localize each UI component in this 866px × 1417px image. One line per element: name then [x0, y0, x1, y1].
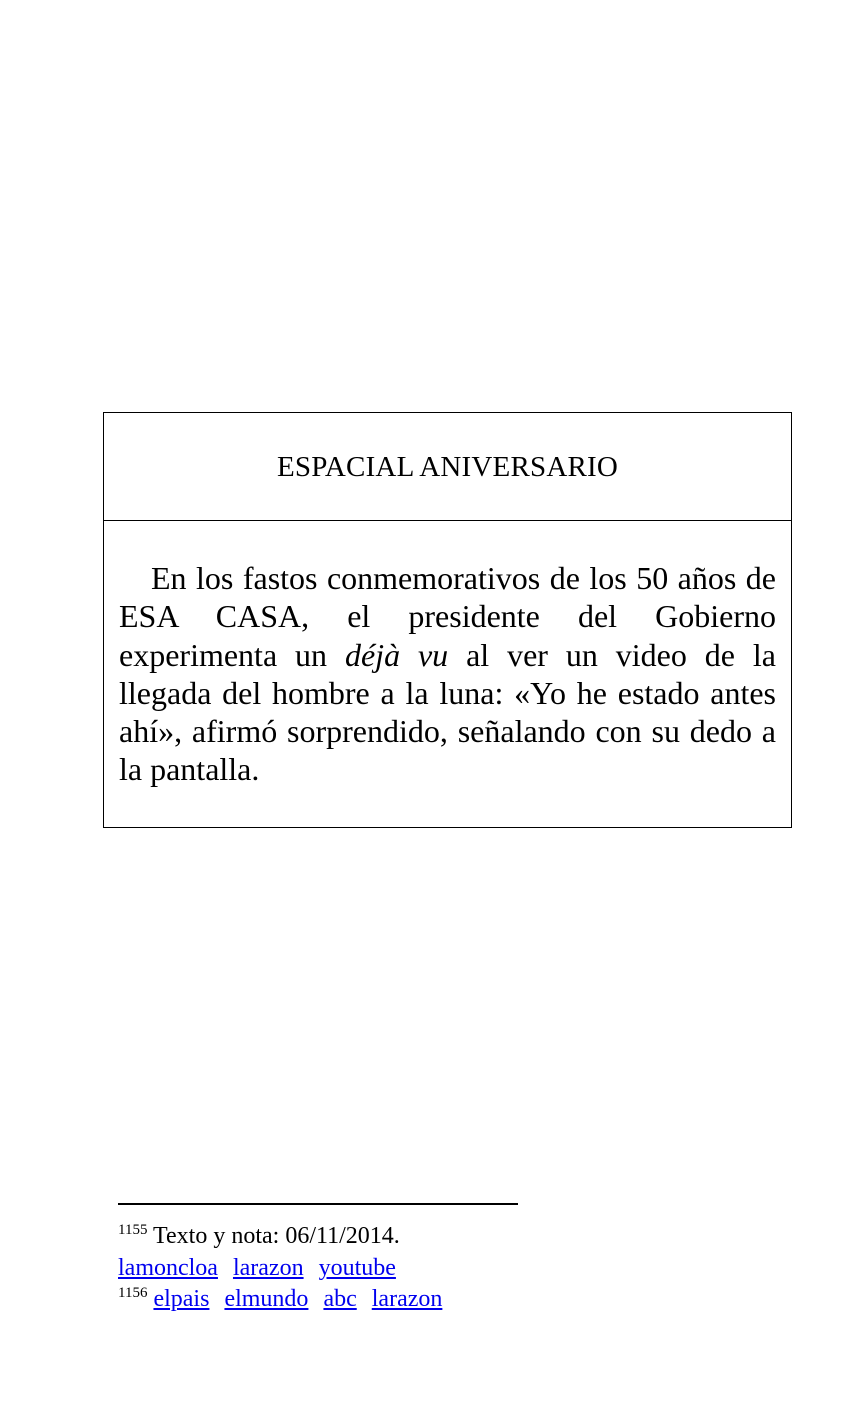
- footnote-1156: [118, 1285, 457, 1313]
- body-text-end: al ver un video de la llegada del hombre a la luna: «Yo he estado antes ahí», afirmó sorprendido, señalando con su dedo a la pantalla.: [119, 636, 777, 788]
- footnote-1155: [118, 1222, 400, 1250]
- link-youtube[interactable]: youtube: [318, 1255, 396, 1281]
- link-elpais[interactable]: elpais: [153, 1286, 210, 1312]
- link-larazon[interactable]: larazon: [232, 1255, 304, 1281]
- footnote-number: 1156: [118, 1285, 148, 1301]
- footnote-number: 1155: [118, 1222, 148, 1238]
- link-larazon-2[interactable]: larazon: [371, 1286, 443, 1312]
- text-box: [103, 412, 792, 828]
- link-abc[interactable]: abc: [323, 1286, 357, 1312]
- box-title: ESPACIAL ANIVERSARIO: [104, 413, 791, 521]
- link-elmundo[interactable]: elmundo: [224, 1286, 309, 1312]
- link-lamoncloa[interactable]: lamoncloa: [118, 1255, 218, 1281]
- body-text-start: En los fastos conmemorativos de los 50 años de ESA CASA, el presidente del Gobierno experimenta un: [119, 560, 776, 673]
- box-body: [119, 559, 776, 789]
- footnote-rule: [118, 1203, 518, 1205]
- footnote-1155-links: [118, 1254, 411, 1282]
- body-text-italic: déjà vu: [344, 636, 449, 673]
- footnote-text: Texto y nota: 06/11/2014.: [153, 1223, 400, 1249]
